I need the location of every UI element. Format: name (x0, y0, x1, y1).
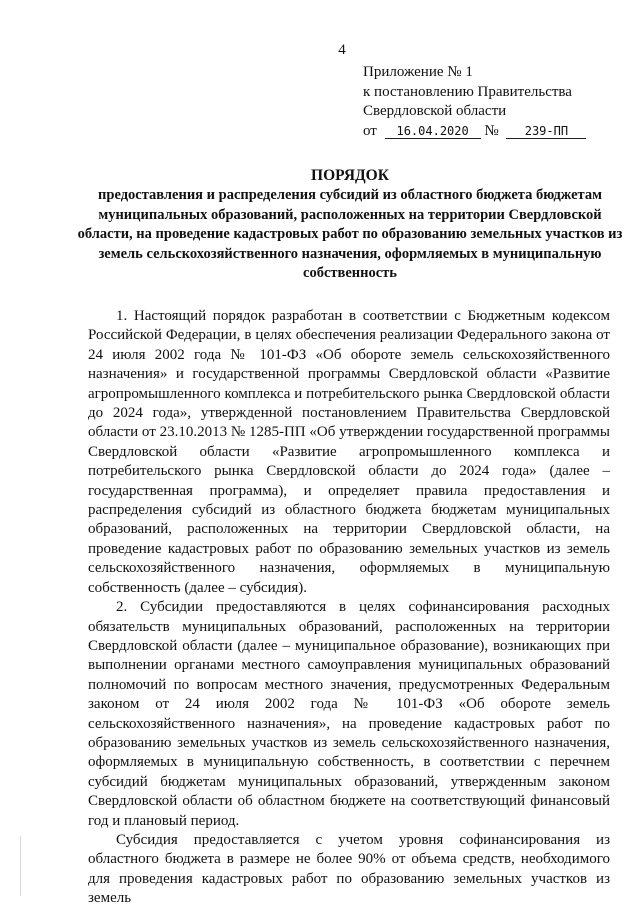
date-prefix: от (363, 122, 377, 139)
paragraph-1: 1. Настоящий порядок разработан в соответствии с Бюджетным кодексом Российской Федерации, в целях обеспечения реализации Федерального закона от 24 июля 2002 года № 101-ФЗ «Об обороте земель сельскохозяйственного назначения» и государственной программы Свердловской области «Развитие агропромышленного комплекса и потребительского рынка Свердловской области до 2024 года», утвержденной постановлением Правительства Свердловской области от 23.10.2013 № 1285-ПП «Об утверждении государственной программы Свердловской области «Развитие агропромышленного комплекса и потребительского рынка Свердловской области до 2024 года» (далее – государственная программа), и определяет правила предоставления и распределения субсидий из областного бюджета бюджетам муниципальных образований, расположенных на территории Свердловской области, на проведение кадастровых работ по образованию земельных участков из земель сельскохозяйственного назначения, оформляемых в муниципальную собственность (далее – субсидия). (88, 308, 610, 596)
appendix-header (363, 63, 623, 141)
document-title: ПОРЯДОК (311, 167, 389, 184)
document-subtitle: предоставления и распределения субсидий из областного бюджета бюджетам муниципальных образований, расположенных на территории Свердловской области, на проведение кадастровых работ по образованию земельных участков из земель сельскохозяйственного назначения, оформляемых в муниципальную собственность (77, 187, 623, 281)
page-number: 4 (338, 42, 346, 58)
number-prefix: № (484, 122, 499, 139)
appendix-line-3: Свердловской области (363, 103, 507, 119)
document-date: 16.04.2020 (385, 124, 481, 139)
document-body (88, 307, 610, 909)
appendix-line-2: к постановлению Правительства (363, 83, 572, 100)
scan-edge-mark (20, 836, 35, 896)
document-number: 239-ПП (506, 124, 586, 139)
paragraph-3: Субсидия предоставляется с учетом уровня софинансирования из областного бюджета в размере не более 90% от объема средств, необходимого для проведения кадастровых работ по образованию земельных участков из земель (88, 831, 610, 907)
appendix-dateline (363, 122, 623, 142)
paragraph-2: 2. Субсидии предоставляются в целях софинансирования расходных обязательств муниципальных образований, расположенных на территории Свердловской области (далее – муниципальное образование), возникающих при выполнении органами местного самоуправления муниципальных образований полномочий по вопросам местного значения, предусмотренных Федеральным законом от 24 июля 2002 года № 101-ФЗ «Об обороте земель сельскохозяйственного назначения», на проведение кадастровых работ по образованию земельных участков из земель сельскохозяйственного назначения, оформляемых в муниципальную собственность, в соответствии с перечнем субсидий бюджетам муниципальных образований, утвержденным законом Свердловской области об областном бюджете на соответствующий финансовый год и плановый период. (88, 599, 610, 829)
appendix-line-1: Приложение № 1 (363, 64, 473, 80)
